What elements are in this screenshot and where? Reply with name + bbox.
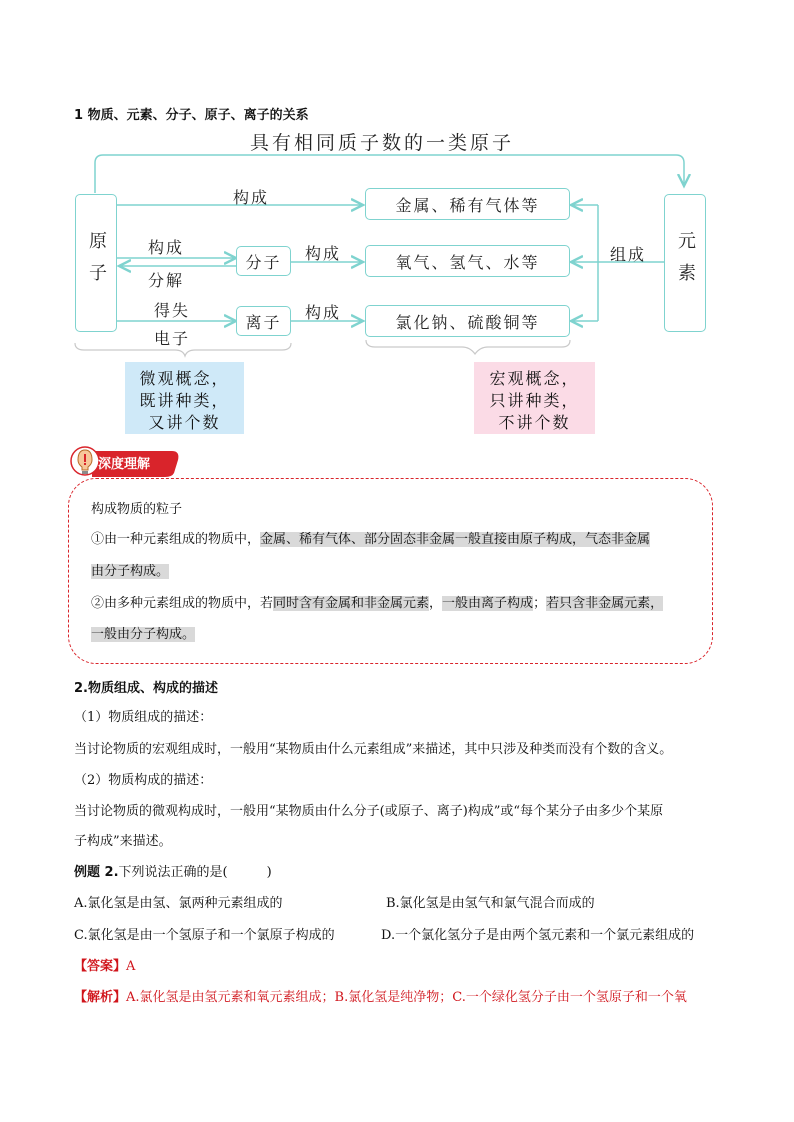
macro-note (474, 362, 595, 434)
deep-p1-highlight: 金属、稀有气体、部分固态非金属一般直接由原子构成，气态非金属 (260, 532, 651, 547)
deep-title: 构成物质的粒子 (91, 502, 183, 517)
metal-label: 金属、稀有气体等 (395, 195, 540, 215)
section1-title: 1 物质、元素、分子、原子、离子的关系 (74, 108, 309, 123)
salt-box (365, 305, 570, 337)
option-d: D.一个氯化氢分子是由两个氢元素和一个氯元素组成的 (381, 928, 695, 943)
section2-sub2: （2）物质构成的描述： (74, 773, 213, 788)
deep-p2-e: ； (533, 596, 547, 611)
analysis-line (74, 988, 687, 1008)
deep-p2-highlight-1: 同时含有金属和非金属元素 (273, 596, 430, 611)
answer-value: A (126, 959, 136, 974)
deep-p2-highlight-3: 若只含非金属元素， (546, 596, 664, 611)
section2-sub2-text-1: 当讨论物质的微观构成时，一般用“某物质由什么分子(或原子、离子)构成”或“每个某分子由多少个某原 (74, 804, 664, 819)
example-question-text: 下列说法正确的是( ) (118, 865, 272, 880)
answer-label: 【答案】 (74, 959, 127, 974)
label-goucheng-1: 构成 (233, 188, 270, 207)
example-question (74, 863, 272, 883)
option-a: A.氯化氢是由氢、氯两种元素组成的 (74, 896, 283, 911)
label-fenjie: 分解 (148, 271, 185, 290)
label-dianzi: 电子 (154, 329, 191, 348)
deep-paragraph-1-line-2 (91, 562, 169, 582)
micro-line-2: 既讲种类， (139, 391, 230, 410)
label-goucheng-2: 构成 (148, 238, 185, 257)
section2-sub1-text: 当讨论物质的宏观组成时，一般用“某物质由什么元素组成”来描述，其中只涉及种类而没有个数的含义。 (74, 742, 673, 757)
badge-text: 深度理解 (98, 457, 151, 472)
macro-line-2: 只讲种类， (489, 391, 580, 410)
label-goucheng-3: 构成 (305, 244, 342, 263)
deep-understanding-badge (68, 444, 182, 480)
section2-sub2-text-2: 子构成”来描述。 (74, 834, 172, 849)
micro-line-1: 微观概念， (139, 369, 230, 388)
analysis-text: A.氯化氢是由氢元素和氧元素组成；B.氯化氢是纯净物；C.一个绿化氢分子由一个氢原子和一个氧 (126, 990, 687, 1005)
deep-p1-a: ①由一种元素组成的物质中， (91, 532, 261, 547)
deep-p2-highlight-2: 一般由离子构成 (442, 596, 534, 611)
top-label: 具有相同质子数的一类原子 (250, 132, 515, 154)
label-goucheng-4: 构成 (305, 303, 342, 322)
section2-sub1: （1）物质组成的描述： (74, 710, 213, 725)
answer-line (74, 957, 135, 977)
salt-label: 氯化钠、硫酸铜等 (395, 312, 540, 332)
macro-line-1: 宏观概念， (489, 369, 580, 388)
deep-paragraph-1-line-1 (91, 530, 650, 550)
deep-paragraph-2-line-1 (91, 594, 663, 614)
micro-note (125, 362, 244, 434)
macro-brace (366, 340, 570, 354)
deep-paragraph-2-line-2 (91, 625, 195, 645)
metal-box (365, 188, 570, 220)
gas-water-label: 氧气、氢气、水等 (395, 252, 540, 272)
option-b: B.氯化氢是由氢气和氯气混合而成的 (386, 896, 595, 911)
deep-p2-a: ②由多种元素组成的物质中，若 (91, 596, 274, 611)
example-label: 例题 2. (74, 865, 119, 880)
molecule-box (236, 246, 291, 276)
molecule-label: 分子 (245, 252, 282, 272)
deep-p2-c: ， (429, 596, 443, 611)
micro-line-3: 又讲个数 (148, 413, 221, 432)
ion-box (236, 306, 291, 336)
atom-box (75, 194, 117, 332)
element-box (664, 194, 706, 332)
macro-line-3: 不讲个数 (498, 413, 571, 432)
element-label: 元素 (675, 231, 696, 295)
deep-p1-highlight-end: 由分子构成。 (91, 564, 170, 579)
gas-water-box (365, 245, 570, 277)
atom-label: 原子 (86, 231, 107, 295)
label-zucheng: 组成 (610, 245, 647, 264)
deep-p2-highlight-4: 一般由分子构成。 (91, 627, 196, 642)
ion-label: 离子 (245, 312, 282, 332)
option-c: C.氯化氢是由一个氢原子和一个氯原子构成的 (74, 928, 335, 943)
analysis-label: 【解析】 (74, 990, 127, 1005)
section2-title: 2.物质组成、构成的描述 (74, 681, 218, 696)
relationship-diagram (0, 0, 794, 440)
label-deshi: 得失 (154, 301, 191, 320)
